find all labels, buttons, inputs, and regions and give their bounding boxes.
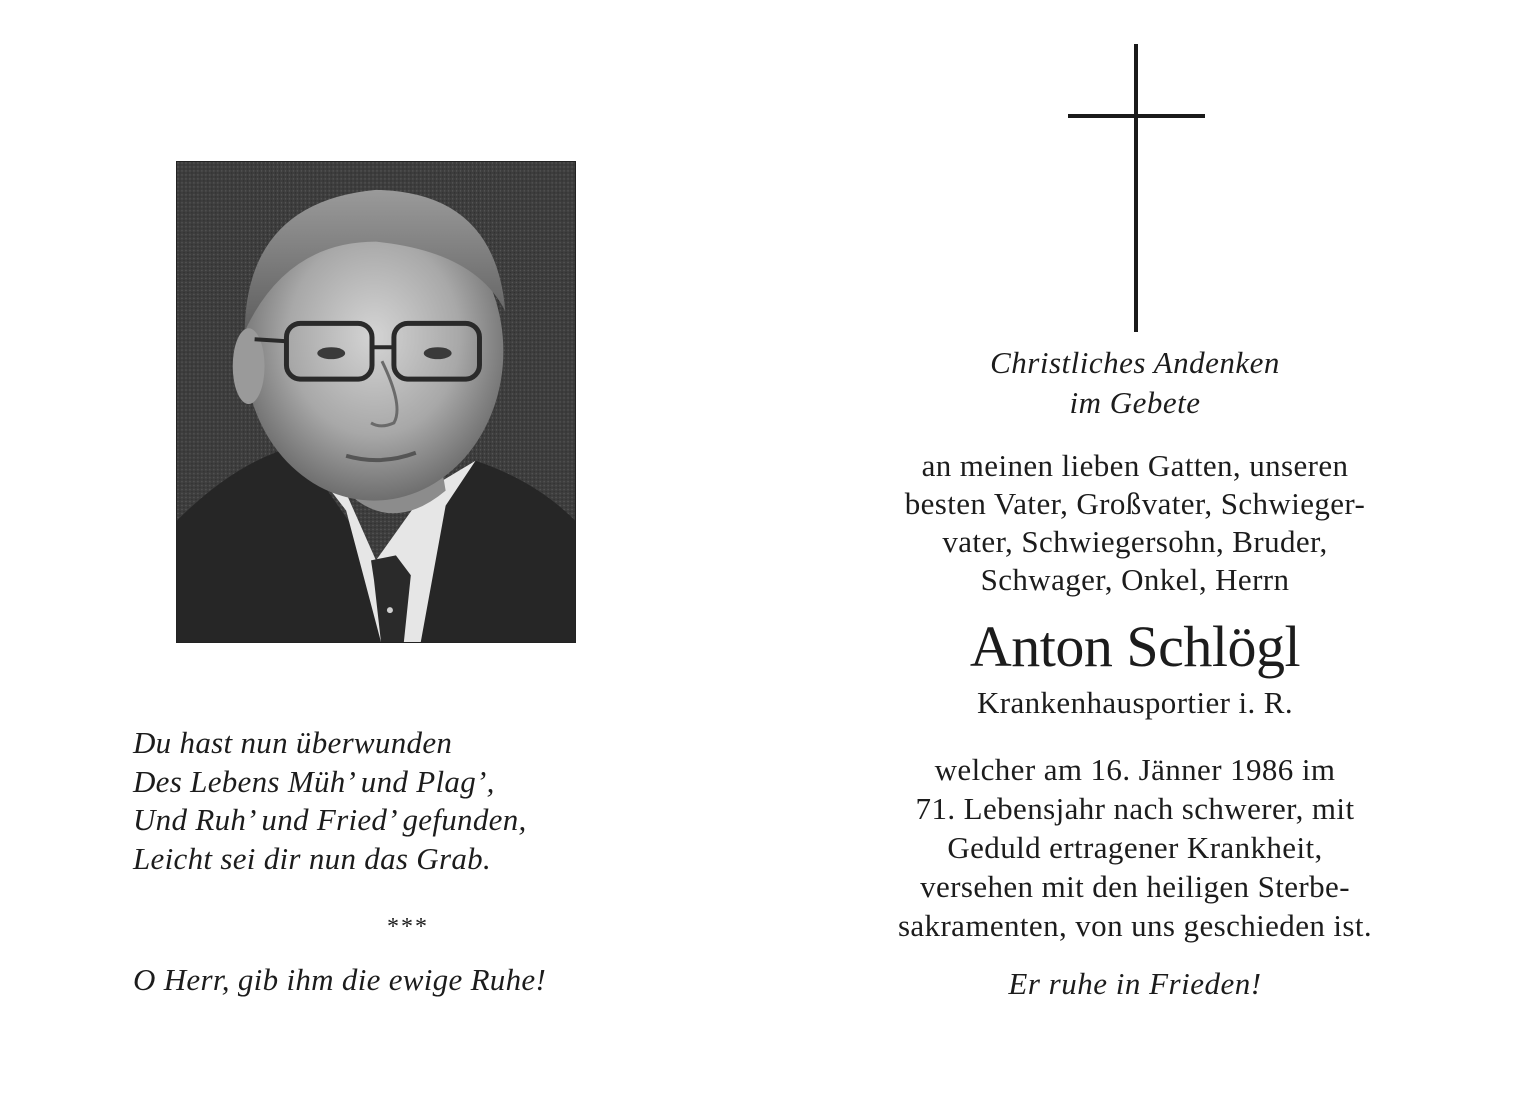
relations-line: Schwager, Onkel, Herrn [980, 562, 1290, 597]
intro-heading [830, 343, 1440, 423]
prayer-left: O Herr, gib ihm die ewige Ruhe! [133, 962, 547, 997]
poem [133, 724, 693, 878]
cross-icon [1068, 44, 1206, 334]
relations-line: vater, Schwiegersohn, Bruder, [942, 524, 1328, 559]
poem-line: Und Ruh’ und Fried’ gefunden, [133, 802, 527, 837]
rest-in-peace: Er ruhe in Frieden! [1008, 966, 1262, 1001]
relations-text [830, 447, 1440, 599]
poem-line: Du hast nun überwunden [133, 725, 453, 760]
deceased-name: Anton Schlögl [969, 614, 1301, 679]
death-line: Geduld ertragener Krankheit, [947, 830, 1323, 865]
portrait-photo [176, 161, 576, 643]
death-line: sakramenten, von uns geschieden ist. [897, 908, 1373, 943]
portrait-illustration [177, 162, 575, 642]
relations-line: besten Vater, Großvater, Schwieger- [904, 486, 1366, 521]
death-line: versehen mit den heiligen Sterbe- [920, 869, 1350, 904]
poem-line: Des Lebens Müh’ und Plag’, [133, 763, 495, 799]
relations-line: an meinen lieben Gatten, unseren [921, 448, 1349, 483]
deceased-profession: Krankenhausportier i. R. [976, 685, 1294, 720]
intro-line: im Gebete [1069, 385, 1201, 420]
intro-line: Christliches Andenken [990, 345, 1280, 380]
poem-line: Leicht sei dir nun das Grab. [133, 840, 492, 876]
death-line: welcher am 16. Jänner 1986 im [934, 752, 1336, 787]
separator-stars: *** [387, 914, 429, 940]
death-line: 71. Lebensjahr nach schwerer, mit [915, 791, 1355, 826]
death-notice [830, 750, 1440, 945]
